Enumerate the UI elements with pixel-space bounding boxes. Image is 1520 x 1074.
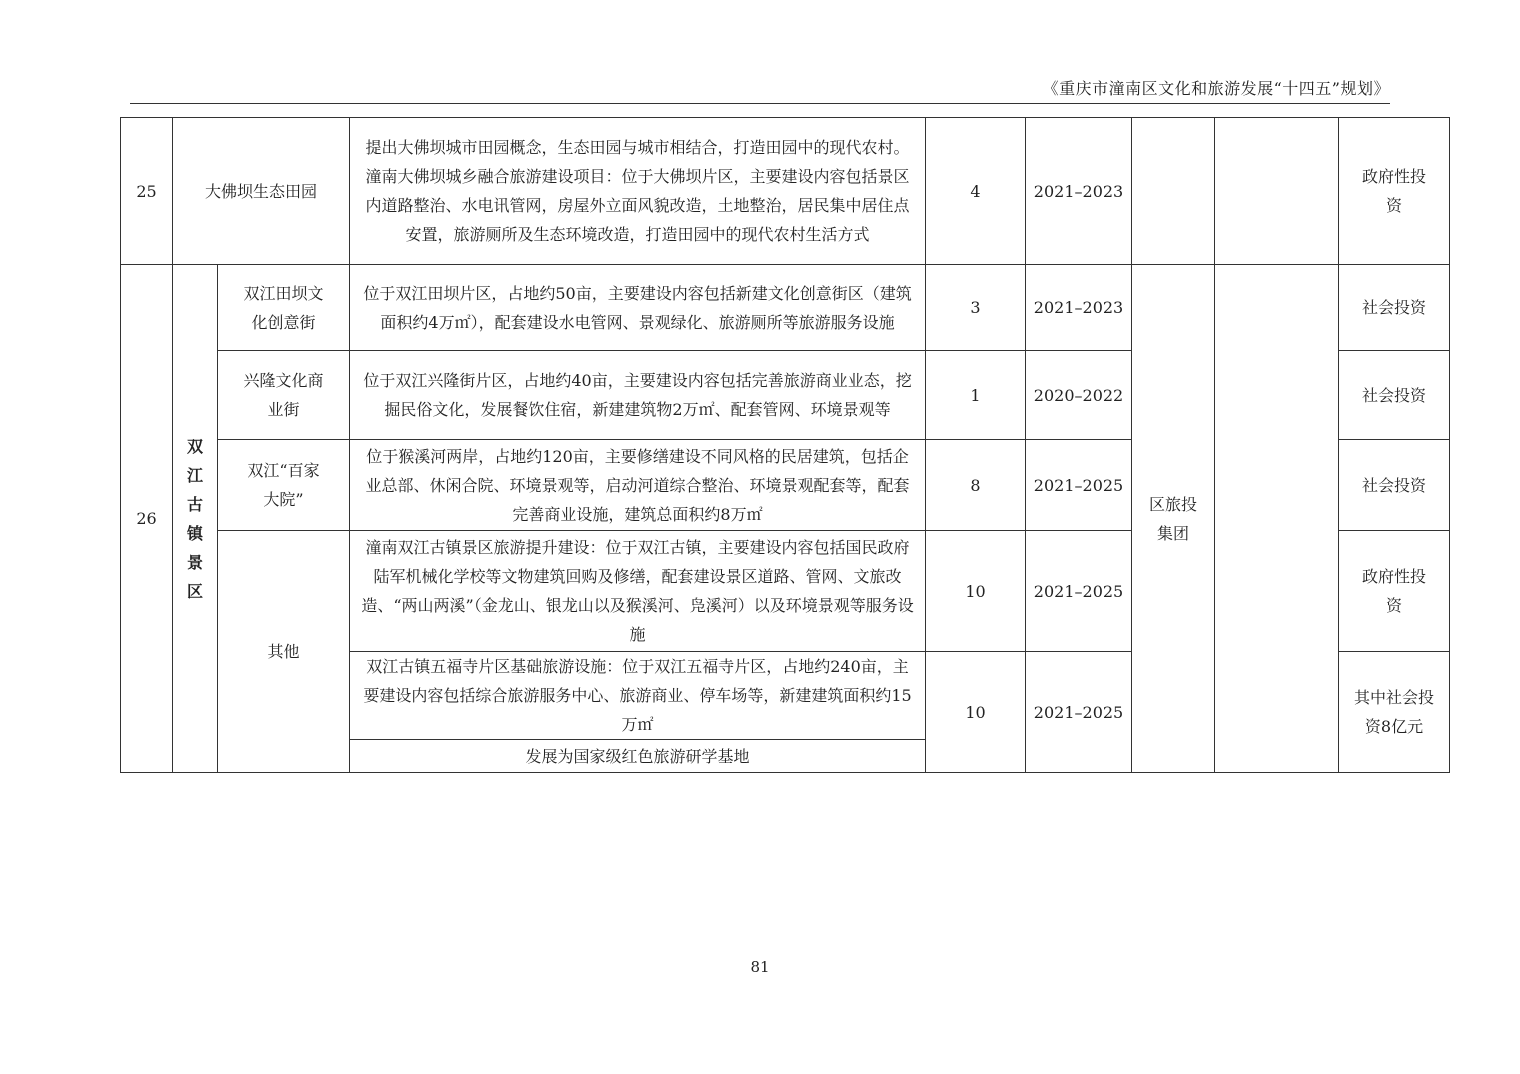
construction-period: 2021–2025 xyxy=(1026,531,1132,652)
project-description: 位于双江田坝片区，占地约50亩，主要建设内容包括新建文化创意街区（建筑面积约4万㎡），配套建设水电管网、景观绿化、旅游厕所等旅游服务设施 xyxy=(350,265,926,351)
sub-project-name: 双江田坝文化创意街 xyxy=(218,265,350,351)
project-description: 位于双江兴隆街片区，占地约40亩，主要建设内容包括完善旅游商业业态，挖掘民俗文化，发展餐饮住宿，新建建筑物2万㎡、配套管网、环境景观等 xyxy=(350,351,926,440)
project-description: 位于猴溪河两岸，占地约120亩，主要修缮建设不同风格的民居建筑，包括企业总部、休闲合院、环境景观等，启动河道综合整治、环境景观配套等，配套完善商业设施，建筑总面积约8万㎡ xyxy=(350,440,926,531)
construction-period: 2021–2023 xyxy=(1026,118,1132,265)
investment-type: 其中社会投资8亿元 xyxy=(1339,652,1450,773)
investment-amount: 8 xyxy=(926,440,1026,531)
project-description: 提出大佛坝城市田园概念，生态田园与城市相结合，打造田园中的现代农村。潼南大佛坝城乡融合旅游建设项目：位于大佛坝片区，主要建设内容包括景区内道路整治、水电讯管网，房屋外立面风貌改造，土地整治，居民集中居住点安置，旅游厕所及生态环境改造，打造田园中的现代农村生活方式 xyxy=(350,118,926,265)
project-name: 大佛坝生态田园 xyxy=(173,118,350,265)
responsible-unit: 区旅投集团 xyxy=(1132,265,1215,773)
investment-type: 社会投资 xyxy=(1339,440,1450,531)
investment-amount: 1 xyxy=(926,351,1026,440)
investment-amount: 10 xyxy=(926,652,1026,773)
project-description: 双江古镇五福寺片区基础旅游设施：位于双江五福寺片区，占地约240亩，主要建设内容包括综合旅游服务中心、旅游商业、停车场等，新建建筑面积约15万㎡ xyxy=(350,652,926,740)
investment-amount: 4 xyxy=(926,118,1026,265)
row-number: 26 xyxy=(121,265,173,773)
investment-amount: 3 xyxy=(926,265,1026,351)
table-row-25 xyxy=(121,118,1450,265)
row-number: 25 xyxy=(121,118,173,265)
extra-cell xyxy=(1215,118,1339,265)
construction-period: 2021–2023 xyxy=(1026,265,1132,351)
header-divider xyxy=(130,103,1390,104)
investment-type: 政府性投资 xyxy=(1339,118,1450,265)
investment-amount: 10 xyxy=(926,531,1026,652)
construction-period: 2020–2022 xyxy=(1026,351,1132,440)
table-row-26-1 xyxy=(121,265,1450,351)
sub-project-name: 双江“百家大院” xyxy=(218,440,350,531)
page-number: 81 xyxy=(750,958,770,976)
sub-project-name: 其他 xyxy=(218,531,350,773)
investment-type: 社会投资 xyxy=(1339,351,1450,440)
project-table xyxy=(120,117,1450,773)
construction-period: 2021–2025 xyxy=(1026,440,1132,531)
project-description: 发展为国家级红色旅游研学基地 xyxy=(350,740,926,773)
document-header-title: 《重庆市潼南区文化和旅游发展“十四五”规划》 xyxy=(1042,79,1390,98)
responsible-unit xyxy=(1132,118,1215,265)
construction-period: 2021–2025 xyxy=(1026,652,1132,773)
project-description: 潼南双江古镇景区旅游提升建设：位于双江古镇，主要建设内容包括国民政府陆军机械化学校等文物建筑回购及修缮，配套建设景区道路、管网、文旅改造、“两山两溪”（金龙山、银龙山以及猴溪河、凫溪河）以及环境景观等服务设施 xyxy=(350,531,926,652)
sub-project-name: 兴隆文化商业街 xyxy=(218,351,350,440)
investment-type: 政府性投资 xyxy=(1339,531,1450,652)
investment-type: 社会投资 xyxy=(1339,265,1450,351)
scenic-area-group: 双江古镇景区 xyxy=(173,265,218,773)
extra-cell xyxy=(1215,265,1339,773)
